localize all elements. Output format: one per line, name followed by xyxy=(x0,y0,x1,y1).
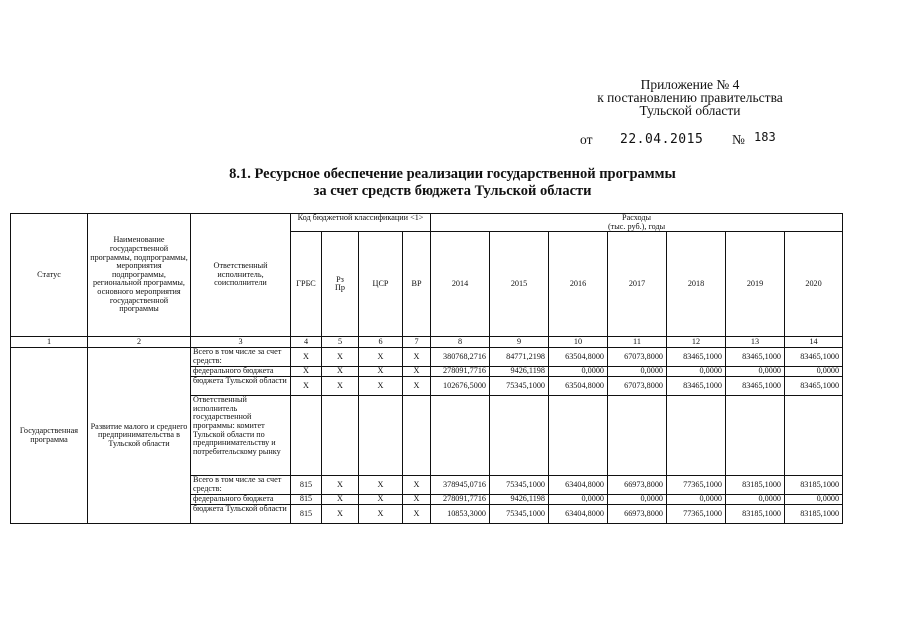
title-line-2: за счет средств бюджета Тульской области xyxy=(313,183,592,199)
value-cell: 9426,1198 xyxy=(490,367,549,377)
value-cell: 77365,1000 xyxy=(667,476,726,495)
header-executor: Ответственный исполнитель, соисполнители xyxy=(191,214,291,337)
header-rz: Рз xyxy=(336,274,344,284)
header-year: 2019 xyxy=(726,232,785,337)
empty-cell xyxy=(785,396,843,476)
header-status: Статус xyxy=(11,214,88,337)
header-csr: ЦСР xyxy=(359,232,403,337)
value-cell: 84771,2198 xyxy=(490,348,549,367)
budget-table xyxy=(10,213,843,524)
csr-cell: X xyxy=(359,505,403,524)
value-cell: 83465,1000 xyxy=(667,348,726,367)
value-cell: 378945,0716 xyxy=(431,476,490,495)
grbs-cell: 815 xyxy=(291,495,322,505)
date-value: 22.04.2015 xyxy=(620,132,704,147)
value-cell: 63504,8000 xyxy=(549,377,608,396)
value-cell: 0,0000 xyxy=(608,367,667,377)
column-number: 12 xyxy=(667,337,726,348)
column-number: 6 xyxy=(359,337,403,348)
value-cell: 0,0000 xyxy=(726,367,785,377)
header-year: 2015 xyxy=(490,232,549,337)
column-number: 2 xyxy=(88,337,191,348)
value-cell: 0,0000 xyxy=(608,495,667,505)
rz-cell: X xyxy=(322,505,359,524)
header-rz-pr xyxy=(322,232,359,337)
value-cell: 66973,8000 xyxy=(608,476,667,495)
vr-cell: X xyxy=(403,476,431,495)
value-cell: 0,0000 xyxy=(667,495,726,505)
value-cell: 83185,1000 xyxy=(785,505,843,524)
value-cell: 380768,2716 xyxy=(431,348,490,367)
empty-cell xyxy=(403,396,431,476)
value-cell: 0,0000 xyxy=(726,495,785,505)
row-label: федерального бюджета xyxy=(191,495,291,505)
empty-cell xyxy=(322,396,359,476)
column-number: 13 xyxy=(726,337,785,348)
number-label: № xyxy=(732,132,745,147)
header-expenses-unit: (тыс. руб.), годы xyxy=(607,221,666,231)
appendix-line-2: к постановлению правительства xyxy=(597,90,783,105)
value-cell: 83465,1000 xyxy=(785,377,843,396)
value-cell: 0,0000 xyxy=(667,367,726,377)
header-vr: ВР xyxy=(403,232,431,337)
vr-cell: X xyxy=(403,367,431,377)
value-cell: 66973,8000 xyxy=(608,505,667,524)
value-cell: 0,0000 xyxy=(549,367,608,377)
header-year: 2017 xyxy=(608,232,667,337)
column-number: 9 xyxy=(490,337,549,348)
column-number: 8 xyxy=(431,337,490,348)
value-cell: 63504,8000 xyxy=(549,348,608,367)
column-number: 1 xyxy=(11,337,88,348)
column-number-row xyxy=(11,337,843,348)
value-cell: 75345,1000 xyxy=(490,476,549,495)
rz-cell: X xyxy=(322,377,359,396)
header-year: 2018 xyxy=(667,232,726,337)
header-year: 2014 xyxy=(431,232,490,337)
grbs-cell: X xyxy=(291,377,322,396)
value-cell: 77365,1000 xyxy=(667,505,726,524)
value-cell: 9426,1198 xyxy=(490,495,549,505)
value-cell: 83465,1000 xyxy=(667,377,726,396)
rz-cell: X xyxy=(322,348,359,367)
csr-cell: X xyxy=(359,495,403,505)
value-cell: 10853,3000 xyxy=(431,505,490,524)
empty-cell xyxy=(667,396,726,476)
csr-cell: X xyxy=(359,377,403,396)
value-cell: 0,0000 xyxy=(549,495,608,505)
empty-cell xyxy=(726,396,785,476)
header-expenses xyxy=(431,214,843,232)
value-cell: 0,0000 xyxy=(785,367,843,377)
header-row-1 xyxy=(11,214,843,232)
value-cell: 102676,5000 xyxy=(431,377,490,396)
rz-cell: X xyxy=(322,367,359,377)
grbs-cell: 815 xyxy=(291,505,322,524)
empty-cell xyxy=(549,396,608,476)
appendix-line-1: Приложение № 4 xyxy=(640,77,740,92)
header-name: Наименование государственной программы, подпрограммы, мероприятия подпрограммы, региональной программы, основного мероприятия государственной программы xyxy=(88,214,191,337)
value-cell: 278091,7716 xyxy=(431,367,490,377)
row-label: Всего в том числе за счет средств: xyxy=(191,476,291,495)
date-label: от xyxy=(580,132,593,147)
header-pr: Пр xyxy=(334,283,345,293)
empty-cell xyxy=(608,396,667,476)
column-number: 11 xyxy=(608,337,667,348)
empty-cell xyxy=(490,396,549,476)
empty-cell xyxy=(291,396,322,476)
row-label: бюджета Тульской области xyxy=(191,505,291,524)
value-cell: 83465,1000 xyxy=(726,348,785,367)
value-cell: 83185,1000 xyxy=(726,505,785,524)
column-number: 5 xyxy=(322,337,359,348)
rz-cell: X xyxy=(322,495,359,505)
header-expenses-title: Расходы xyxy=(622,213,652,222)
csr-cell: X xyxy=(359,367,403,377)
program-name-cell: Развитие малого и среднего предпринимательства в Тульской области xyxy=(88,348,191,524)
value-cell: 75345,1000 xyxy=(490,377,549,396)
vr-cell: X xyxy=(403,495,431,505)
row-label: бюджета Тульской области xyxy=(191,377,291,396)
title-line-1: 8.1. Ресурсное обеспечение реализации государственной программы xyxy=(229,166,676,182)
csr-cell: X xyxy=(359,348,403,367)
column-number: 4 xyxy=(291,337,322,348)
value-cell: 75345,1000 xyxy=(490,505,549,524)
vr-cell: X xyxy=(403,505,431,524)
value-cell: 67073,8000 xyxy=(608,377,667,396)
rz-cell: X xyxy=(322,476,359,495)
column-number: 10 xyxy=(549,337,608,348)
header-code-group: Код бюджетной классификации <1> xyxy=(291,214,431,232)
document-title xyxy=(0,166,905,200)
value-cell: 278091,7716 xyxy=(431,495,490,505)
vr-cell: X xyxy=(403,377,431,396)
value-cell: 83185,1000 xyxy=(726,476,785,495)
row-label: федерального бюджета xyxy=(191,367,291,377)
responsible-executor-cell: Ответственный исполнитель государственной программы: комитет Тульской области по предпринимательству и потребительскому рынку xyxy=(191,396,291,476)
status-cell: Государственная программа xyxy=(11,348,88,524)
value-cell: 63404,8000 xyxy=(549,476,608,495)
column-number: 7 xyxy=(403,337,431,348)
empty-cell xyxy=(431,396,490,476)
header-year: 2020 xyxy=(785,232,843,337)
row-label: Всего в том числе за счет средств: xyxy=(191,348,291,367)
grbs-cell: 815 xyxy=(291,476,322,495)
value-cell: 63404,8000 xyxy=(549,505,608,524)
appendix-block xyxy=(560,78,820,117)
value-cell: 83465,1000 xyxy=(785,348,843,367)
header-year: 2016 xyxy=(549,232,608,337)
column-number: 14 xyxy=(785,337,843,348)
grbs-cell: X xyxy=(291,367,322,377)
empty-cell xyxy=(359,396,403,476)
vr-cell: X xyxy=(403,348,431,367)
value-cell: 0,0000 xyxy=(785,495,843,505)
value-cell: 67073,8000 xyxy=(608,348,667,367)
value-cell: 83185,1000 xyxy=(785,476,843,495)
header-grbs: ГРБС xyxy=(291,232,322,337)
csr-cell: X xyxy=(359,476,403,495)
value-cell: 83465,1000 xyxy=(726,377,785,396)
column-number: 3 xyxy=(191,337,291,348)
table-row xyxy=(11,348,843,367)
appendix-line-3: Тульской области xyxy=(639,103,741,118)
grbs-cell: X xyxy=(291,348,322,367)
number-value: 183 xyxy=(754,130,776,144)
